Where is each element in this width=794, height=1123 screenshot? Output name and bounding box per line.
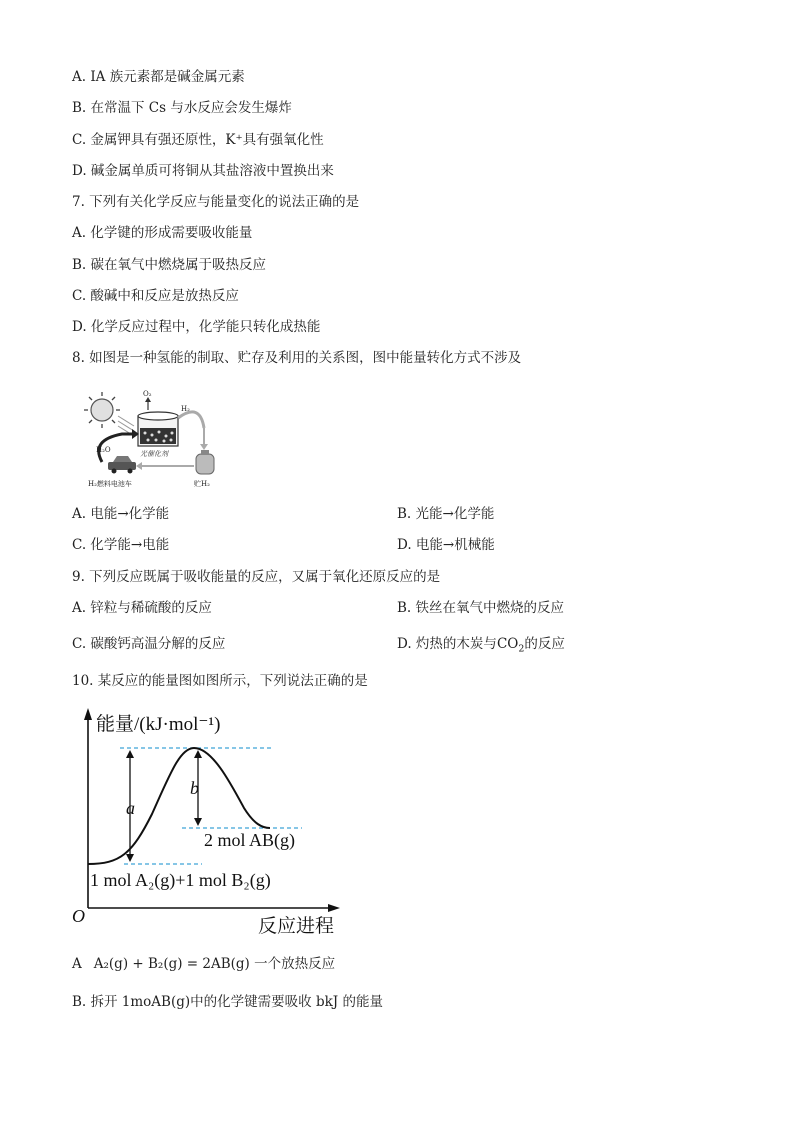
q9-option-d (397, 635, 565, 659)
h2o-label: H₂O (96, 446, 111, 454)
q7-option-b: B. 碳在氧气中燃烧属于吸热反应 (72, 257, 267, 273)
energy-profile-diagram (62, 704, 352, 944)
q9-option-c: C. 碳酸钙高温分解的反应 (72, 636, 226, 652)
q8-stem: 8. 如图是一种氢能的制取、贮存及利用的关系图，图中能量转化方式不涉及 (72, 350, 522, 366)
car-label: H₂燃料电池车 (88, 480, 132, 488)
co2-formula: CO (496, 636, 519, 652)
sun-icon (84, 392, 120, 428)
q7-option-d: D. 化学反应过程中，化学能只转化成热能 (72, 319, 321, 335)
reactant-label: 1 mol A₂(g)+1 mol B₂(g) (90, 870, 271, 890)
q8-option-d: D. 电能→机械能 (397, 537, 495, 553)
q10-option-a (72, 955, 335, 973)
q7-option-c: C. 酸碱中和反应是放热反应 (72, 288, 239, 304)
car-icon (108, 456, 136, 474)
q9-option-d-text: D. 灼热的木炭与 (397, 636, 497, 652)
progress-axis-label: 反应进程 (258, 915, 335, 937)
hydrogen-cycle-diagram (82, 388, 222, 492)
o2-label: O₂ (143, 390, 152, 398)
q7-stem: 7. 下列有关化学反应与能量变化的说法正确的是 (72, 194, 360, 210)
q9-stem: 9. 下列反应既属于吸收能量的反应，又属于氧化还原反应的是 (72, 569, 441, 585)
q10-option-a-prefix: A (72, 956, 82, 972)
q8-option-c: C. 化学能→电能 (72, 537, 170, 553)
q9-option-d-end: 的反应 (524, 636, 565, 652)
label-a: a (126, 798, 135, 818)
catalyst-label: 光催化剂 (140, 450, 168, 458)
reactor-icon (138, 412, 178, 446)
product-label: 2 mol AB(g) (204, 830, 296, 850)
energy-axis-label: 能量/(kJ·mol⁻¹) (96, 714, 221, 735)
origin-label: O (72, 906, 85, 926)
q8-option-b: B. 光能→化学能 (397, 506, 495, 522)
q10-stem: 10. 某反应的能量图如图所示，下列说法正确的是 (72, 673, 368, 689)
q6-option-d: D. 碱金属单质可将铜从其盐溶液中置换出来 (72, 163, 334, 179)
label-b: b (190, 778, 199, 798)
co2-subscript: 2 (518, 643, 525, 655)
h2-top-label: H₂ (181, 405, 190, 413)
q10-option-a-text: A₂(g) + B₂(g) = 2AB(g) 一个放热反应 (93, 956, 336, 972)
storage-tank-icon (196, 450, 214, 474)
q6-option-a: A. IA 族元素都是碱金属元素 (72, 69, 245, 85)
q9-option-b: B. 铁丝在氧气中燃烧的反应 (397, 600, 565, 616)
q6-option-b: B. 在常温下 Cs 与水反应会发生爆炸 (72, 100, 292, 116)
q10-option-b: B. 拆开 1moAB(g)中的化学键需要吸收 bkJ 的能量 (72, 994, 383, 1010)
q8-option-a: A. 电能→化学能 (72, 506, 170, 522)
q7-option-a: A. 化学键的形成需要吸收能量 (72, 225, 253, 241)
q6-option-c: C. 金属钾具有强还原性，K⁺具有强氧化性 (72, 132, 324, 148)
storage-label: 贮H₂ (194, 480, 210, 488)
q9-option-a: A. 锌粒与稀硫酸的反应 (72, 600, 212, 616)
